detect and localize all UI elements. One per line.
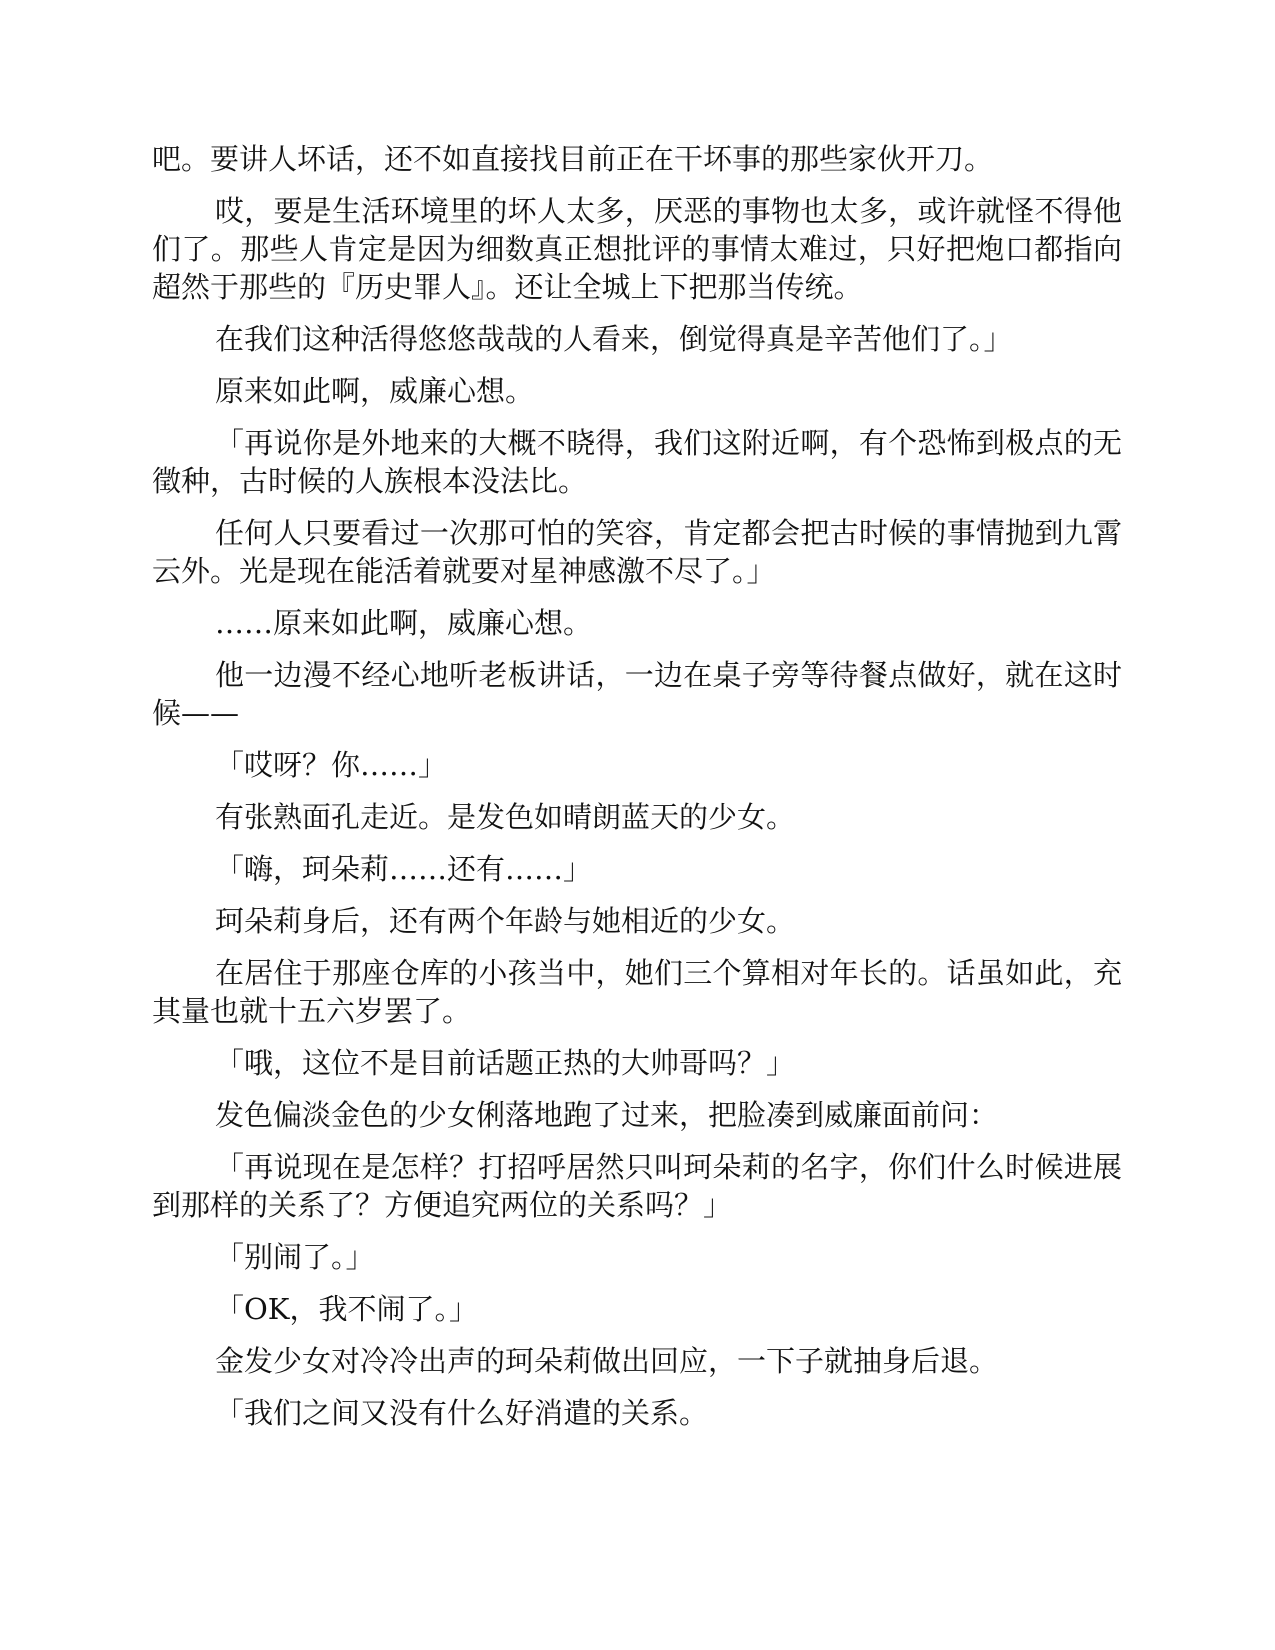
paragraph: 在居住于那座仓库的小孩当中，她们三个算相对年长的。话虽如此，充其量也就十五六岁罢了。 [152, 956, 1122, 1028]
paragraph: 「OK，我不闹了。」 [215, 1292, 478, 1326]
paragraph: 珂朵莉身后，还有两个年龄与她相近的少女。 [215, 904, 796, 938]
paragraph: 「别闹了。」 [215, 1240, 375, 1274]
paragraph: 任何人只要看过一次那可怕的笑容，肯定都会把古时候的事情抛到九霄云外。光是现在能活着就要对星神感激不尽了。」 [152, 516, 1122, 588]
paragraph: 原来如此啊，威廉心想。 [215, 374, 535, 408]
paragraph: 他一边漫不经心地听老板讲话，一边在桌子旁等待餐点做好，就在这时候—— [152, 658, 1122, 730]
paragraph: 发色偏淡金色的少女俐落地跑了过来，把脸凑到威廉面前问： [215, 1098, 999, 1132]
paragraph: 有张熟面孔走近。是发色如晴朗蓝天的少女。 [215, 800, 796, 834]
paragraph: 在我们这种活得悠悠哉哉的人看来，倒觉得真是辛苦他们了。」 [215, 322, 1013, 356]
paragraph: 吧。要讲人坏话，还不如直接找目前正在干坏事的那些家伙开刀。 [152, 142, 994, 176]
paragraph: 「嗨，珂朵莉……还有……」 [215, 852, 593, 886]
paragraph: 「再说你是外地来的大概不晓得，我们这附近啊，有个恐怖到极点的无徵种，古时候的人族根本没法比。 [152, 426, 1122, 498]
paragraph: 「哎呀？你……」 [215, 748, 448, 782]
paragraph: 金发少女对冷冷出声的珂朵莉做出回应，一下子就抽身后退。 [215, 1344, 999, 1378]
paragraph: 哎，要是生活环境里的坏人太多，厌恶的事物也太多，或许就怪不得他们了。那些人肯定是因为细数真正想批评的事情太难过，只好把炮口都指向超然于那些的『历史罪人』。还让全城上下把那当传统。 [152, 194, 1122, 304]
paragraph: 「哦，这位不是目前话题正热的大帅哥吗？」 [215, 1046, 796, 1080]
paragraph: 「我们之间又没有什么好消遣的关系。 [215, 1396, 709, 1430]
paragraph: 「再说现在是怎样？打招呼居然只叫珂朵莉的名字，你们什么时候进展到那样的关系了？方便追究两位的关系吗？」 [152, 1150, 1122, 1222]
paragraph: ……原来如此啊，威廉心想。 [215, 606, 593, 640]
page-body [152, 140, 1122, 1446]
